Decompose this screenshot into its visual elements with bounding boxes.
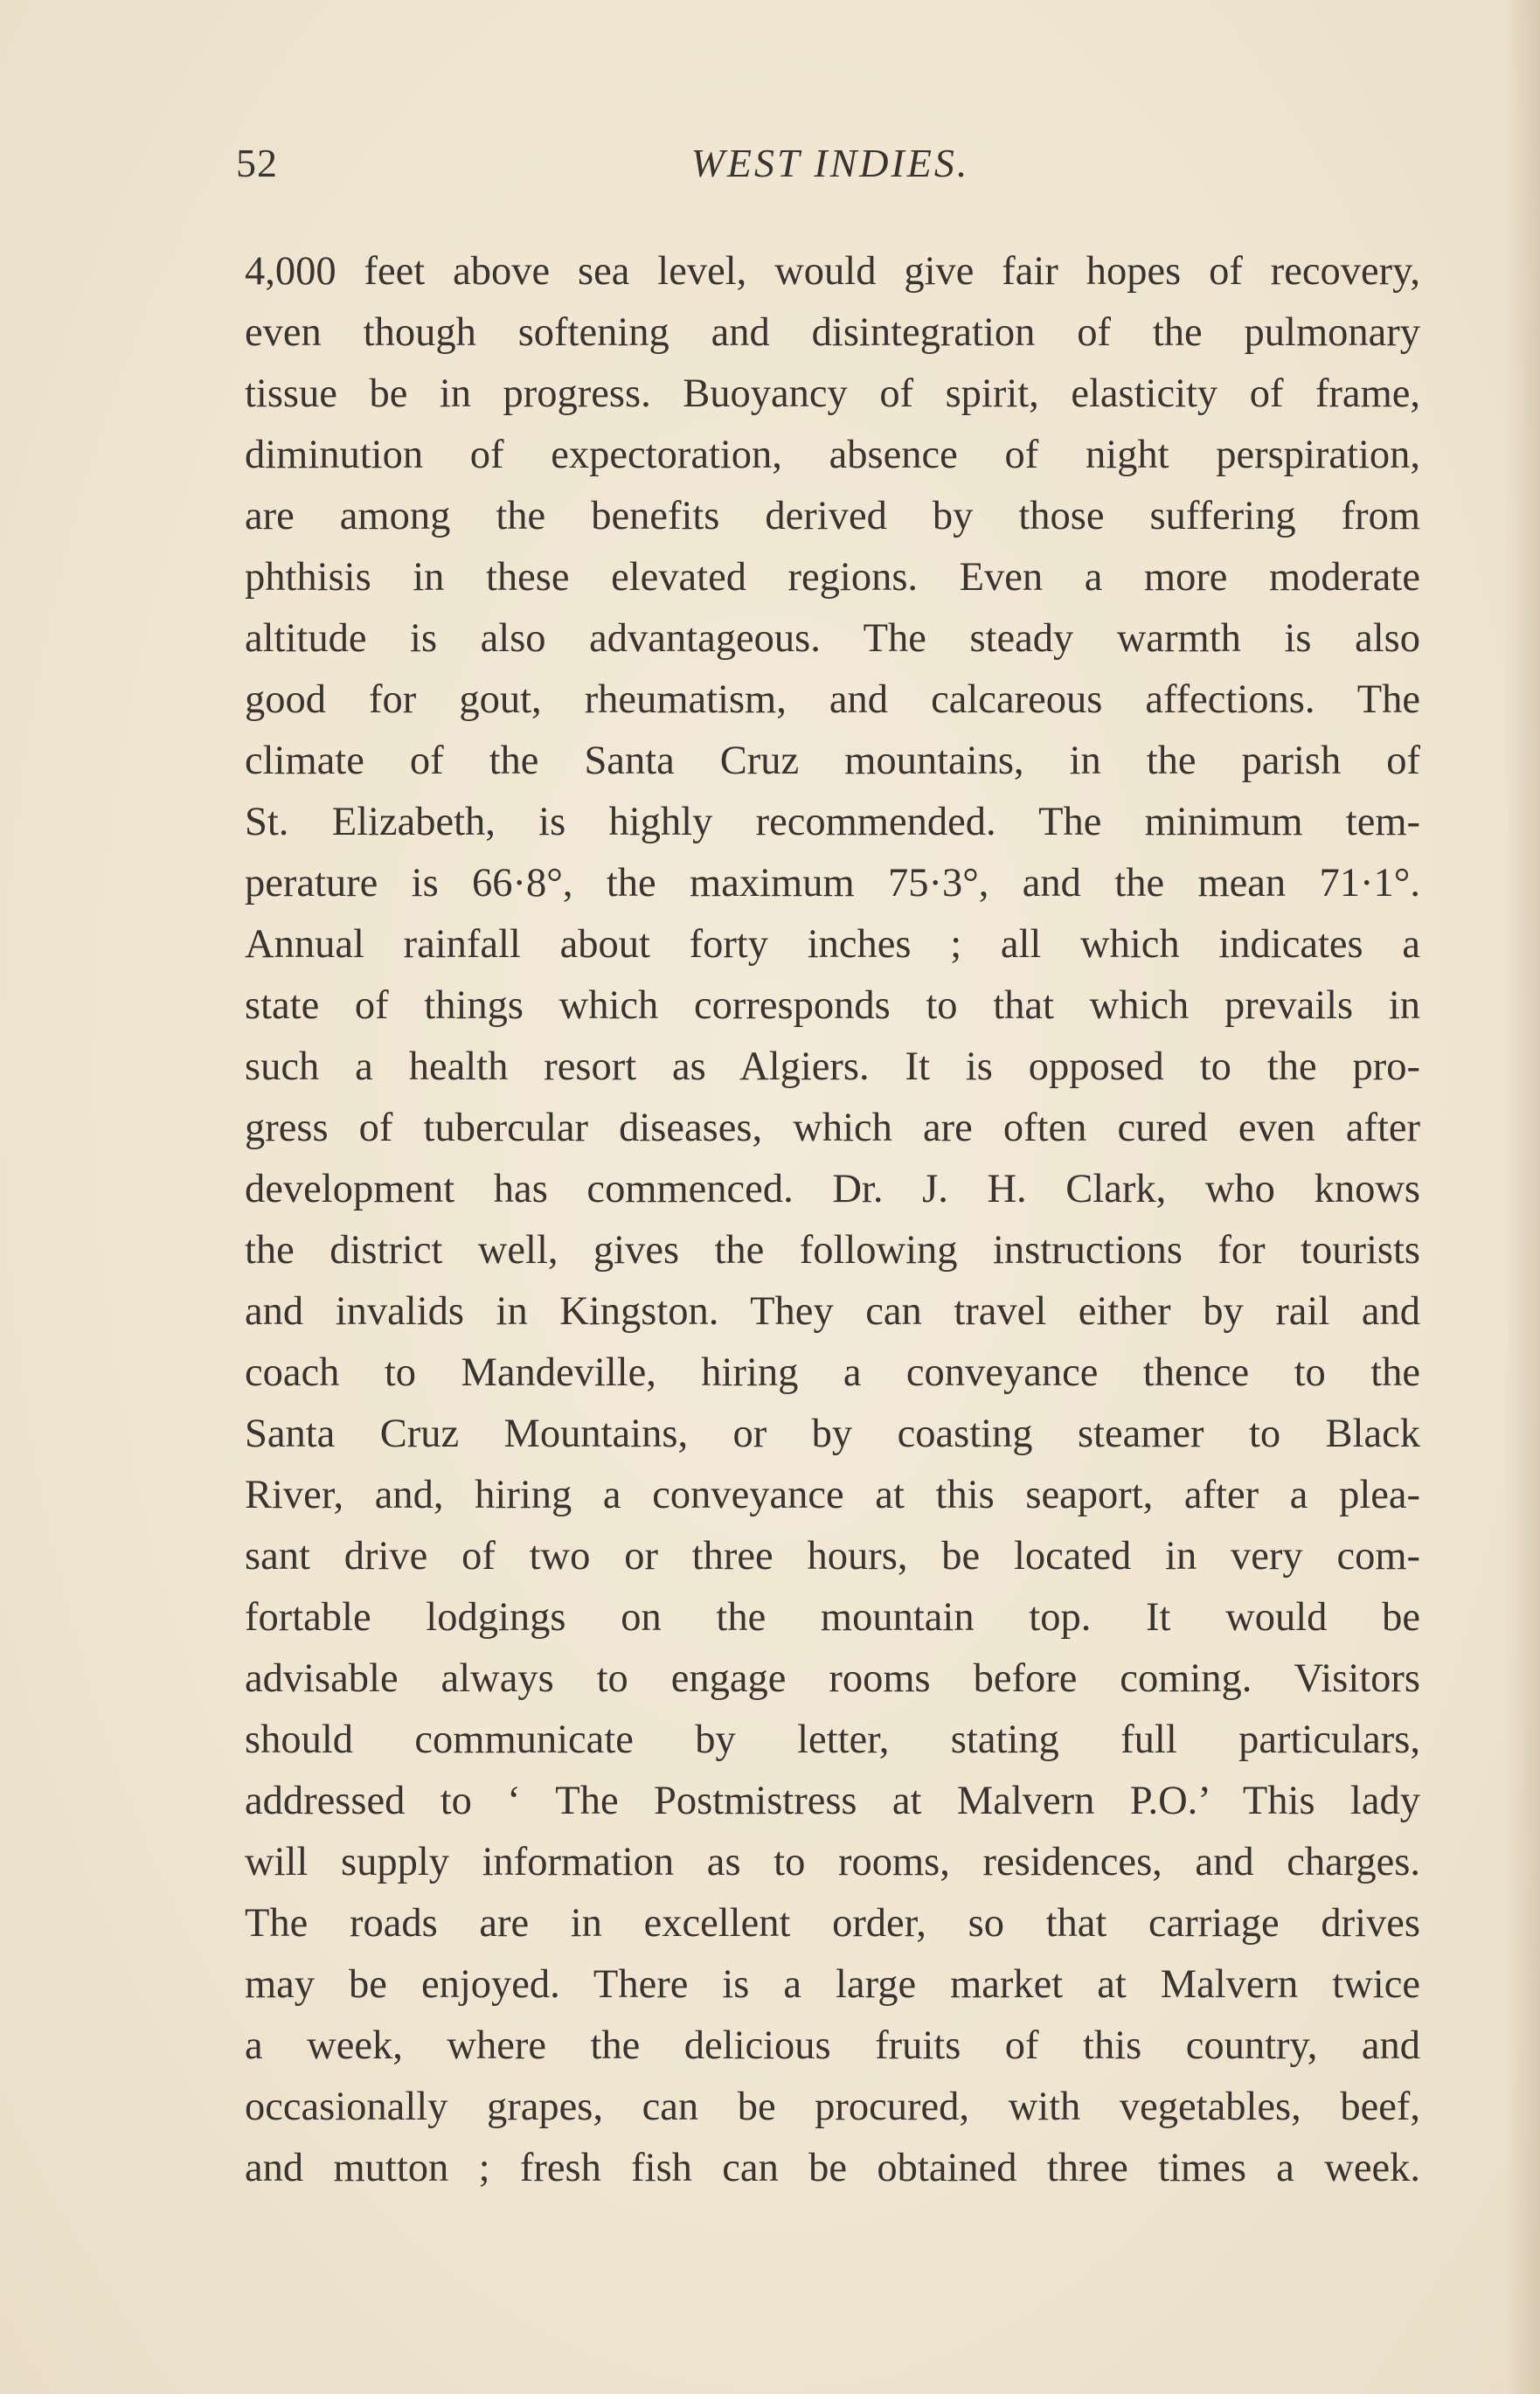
text-line: development has commenced. Dr. J. H. Clark, who knows [245, 1167, 1420, 1211]
text-line: coach to Mandeville, hiring a conveyance thence to the [245, 1350, 1420, 1395]
text-line: advisable always to engage rooms before coming. Visitors [245, 1656, 1420, 1701]
text-line: and mutton ; fresh fish can be obtained three times a week. [245, 2146, 1420, 2190]
text-line: Santa Cruz Mountains, or by coasting steamer to Black [245, 1412, 1420, 1456]
text-line: altitude is also advantageous. The steady warmth is also [245, 616, 1420, 661]
text-line: even though softening and disintegration of the pulmonary [245, 310, 1420, 355]
text-line: should communicate by letter, stating full particulars, [245, 1717, 1420, 1762]
text-line: addressed to ‘ The Postmistress at Malvern P.O.’ This lady [245, 1779, 1420, 1823]
text-line: 4,000 feet above sea level, would give fair hopes of recovery, [245, 249, 1420, 294]
text-line: Annual rainfall about forty inches ; all which indicates a [245, 922, 1420, 967]
text-line: are among the benefits derived by those suffering from [245, 494, 1420, 538]
text-line: diminution of expectoration, absence of night perspiration, [245, 433, 1420, 477]
text-line: may be enjoyed. There is a large market at Malvern twice [245, 1962, 1420, 2007]
text-line: gress of tubercular diseases, which are often cured even after [245, 1106, 1420, 1150]
text-line: tissue be in progress. Buoyancy of spirit, elasticity of frame, [245, 371, 1420, 416]
text-line: sant drive of two or three hours, be located in very com- [245, 1534, 1420, 1579]
text-line: phthisis in these elevated regions. Even a more moderate [245, 555, 1420, 600]
body-text [245, 241, 1420, 2199]
text-line: such a health resort as Algiers. It is opposed to the pro- [245, 1044, 1420, 1089]
text-line: fortable lodgings on the mountain top. It would be [245, 1595, 1420, 1640]
page-edge-shadow [1505, 0, 1540, 2394]
text-line: state of things which corresponds to that which prevails in [245, 983, 1420, 1028]
text-line: The roads are in excellent order, so that carriage drives [245, 1901, 1420, 1946]
page-header [236, 133, 1425, 194]
text-line: good for gout, rheumatism, and calcareous affections. The [245, 677, 1420, 722]
text-line: occasionally grapes, can be procured, with vegetables, beef, [245, 2085, 1420, 2129]
text-line: will supply information as to rooms, residences, and charges. [245, 1840, 1420, 1884]
page-number: 52 [236, 141, 278, 185]
text-line: River, and, hiring a conveyance at this seaport, after a plea- [245, 1473, 1420, 1517]
text-line: the district well, gives the following instructions for tourists [245, 1228, 1420, 1273]
text-line: and invalids in Kingston. They can travel either by rail and [245, 1289, 1420, 1334]
text-line: a week, where the delicious fruits of this country, and [245, 2023, 1420, 2068]
text-line: climate of the Santa Cruz mountains, in the parish of [245, 739, 1420, 783]
text-line: perature is 66·8°, the maximum 75·3°, and the mean 71·1°. [245, 861, 1420, 906]
text-line: St. Elizabeth, is highly recommended. The minimum tem- [245, 800, 1420, 844]
running-title: WEST INDIES. [690, 141, 970, 185]
